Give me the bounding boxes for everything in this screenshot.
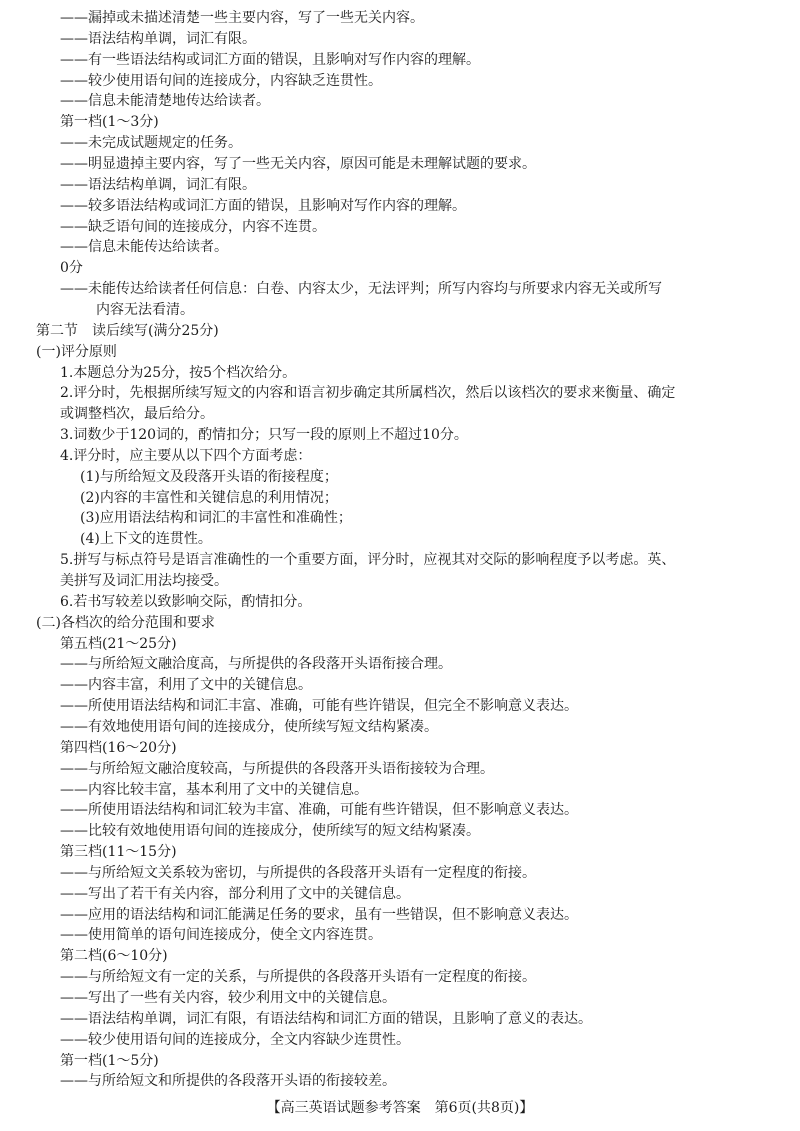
- text-line: ——使用简单的语句间连接成分，使全文内容连贯。: [60, 927, 382, 944]
- text-line: 6.若书写较差以致影响交际，酌情扣分。: [60, 593, 312, 610]
- text-line: 第一档(1～5分): [60, 1052, 159, 1069]
- text-line: ——信息未能清楚地传达给读者。: [60, 93, 270, 110]
- text-line: ——较少使用语句间的连接成分，内容缺乏连贯性。: [60, 72, 382, 89]
- text-line: ——与所给短文融洽度较高，与所提供的各段落开头语衔接较为合理。: [60, 760, 494, 777]
- text-line: (4)上下文的连贯性。: [80, 531, 212, 548]
- text-line: (一)评分原则: [36, 343, 117, 360]
- text-line: 或调整档次，最后给分。: [60, 406, 214, 423]
- text-line: 第一档(1～3分): [60, 114, 159, 131]
- text-line: ——语法结构单调，词汇有限，有语法结构和词汇方面的错误，且影响了意义的表达。: [60, 1010, 592, 1027]
- text-line: ——与所给短文关系较为密切，与所提供的各段落开头语有一定程度的衔接。: [60, 864, 536, 881]
- text-line: ——与所给短文和所提供的各段落开头语的衔接较差。: [60, 1073, 396, 1090]
- text-line: ——内容比较丰富，基本利用了文中的关键信息。: [60, 781, 368, 798]
- text-line: 内容无法看清。: [96, 301, 194, 318]
- text-line: 第四档(16～20分): [60, 739, 177, 756]
- text-line: ——与所给短文融洽度高，与所提供的各段落开头语衔接合理。: [60, 656, 452, 673]
- text-line: ——较少使用语句间的连接成分，全文内容缺少连贯性。: [60, 1031, 410, 1048]
- text-line: ——所使用语法结构和词汇丰富、准确，可能有些许错误，但完全不影响意义表达。: [60, 698, 578, 715]
- text-line: (2)内容的丰富性和关键信息的利用情况；: [80, 489, 338, 506]
- text-line: ——信息未能传达给读者。: [60, 239, 228, 256]
- text-line: 2.评分时，先根据所续写短文的内容和语言初步确定其所属档次，然后以该档次的要求来衡量、确定: [60, 385, 676, 402]
- text-line: ——有一些语法结构或词汇方面的错误，且影响对写作内容的理解。: [60, 51, 480, 68]
- text-line: ——语法结构单调，词汇有限。: [60, 176, 256, 193]
- text-line: ——写出了若干有关内容，部分利用了文中的关键信息。: [60, 885, 410, 902]
- text-line: ——有效地使用语句间的连接成分，使所续写短文结构紧凑。: [60, 718, 438, 735]
- text-line: ——语法结构单调，词汇有限。: [60, 30, 256, 47]
- text-line: 3.词数少于120词的，酌情扣分；只写一段的原则上不超过10分。: [60, 427, 468, 443]
- text-line: ——未完成试题规定的任务。: [60, 135, 242, 152]
- text-line: 第三档(11～15分): [60, 844, 177, 860]
- text-line: 第二节 读后续写(满分25分): [36, 322, 219, 339]
- text-line: ——比较有效地使用语句间的连接成分，使所续写的短文结构紧凑。: [60, 823, 480, 840]
- text-line: 0分: [60, 260, 83, 277]
- text-line: ——明显遗掉主要内容，写了一些无关内容，原因可能是未理解试题的要求。: [60, 156, 536, 172]
- text-line: ——与所给短文有一定的关系，与所提供的各段落开头语有一定程度的衔接。: [60, 969, 536, 986]
- text-line: 第五档(21～25分): [60, 635, 177, 652]
- text-line: ——所使用语法结构和词汇较为丰富、准确，可能有些许错误，但不影响意义表达。: [60, 802, 578, 819]
- text-line: 第二档(6～10分): [60, 948, 168, 965]
- text-line: ——写出了一些有关内容，较少利用文中的关键信息。: [60, 990, 396, 1006]
- text-line: ——内容丰富，利用了文中的关键信息。: [60, 677, 312, 694]
- text-line: ——较多语法结构或词汇方面的错误，且影响对写作内容的理解。: [60, 197, 466, 214]
- text-line: 4.评分时，应主要从以下四个方面考虑：: [60, 447, 312, 464]
- text-line: ——未能传达给读者任何信息：白卷、内容太少，无法评判；所写内容均与所要求内容无关或所写: [60, 281, 662, 298]
- text-line: 美拼写及词汇用法均接受。: [60, 573, 228, 589]
- page-footer: 【高三英语试题参考答案 第6页(共8页)】: [266, 1100, 534, 1116]
- text-line: ——应用的语法结构和词汇能满足任务的要求，虽有一些错误，但不影响意义表达。: [60, 906, 578, 923]
- text-line: (1)与所给短文及段落开头语的衔接程度；: [80, 468, 338, 485]
- text-line: 5.拼写与标点符号是语言准确性的一个重要方面，评分时，应视其对交际的影响程度予以考虑。英、: [60, 552, 676, 569]
- text-line: (二)各档次的给分范围和要求: [36, 614, 215, 631]
- text-line: ——漏掉或未描述清楚一些主要内容，写了一些无关内容。: [60, 10, 424, 26]
- text-line: (3)应用语法结构和词汇的丰富性和准确性；: [80, 510, 352, 527]
- text-line: ——缺乏语句间的连接成分，内容不连贯。: [60, 218, 326, 235]
- text-line: 1.本题总分为25分，按5个档次给分。: [60, 364, 297, 381]
